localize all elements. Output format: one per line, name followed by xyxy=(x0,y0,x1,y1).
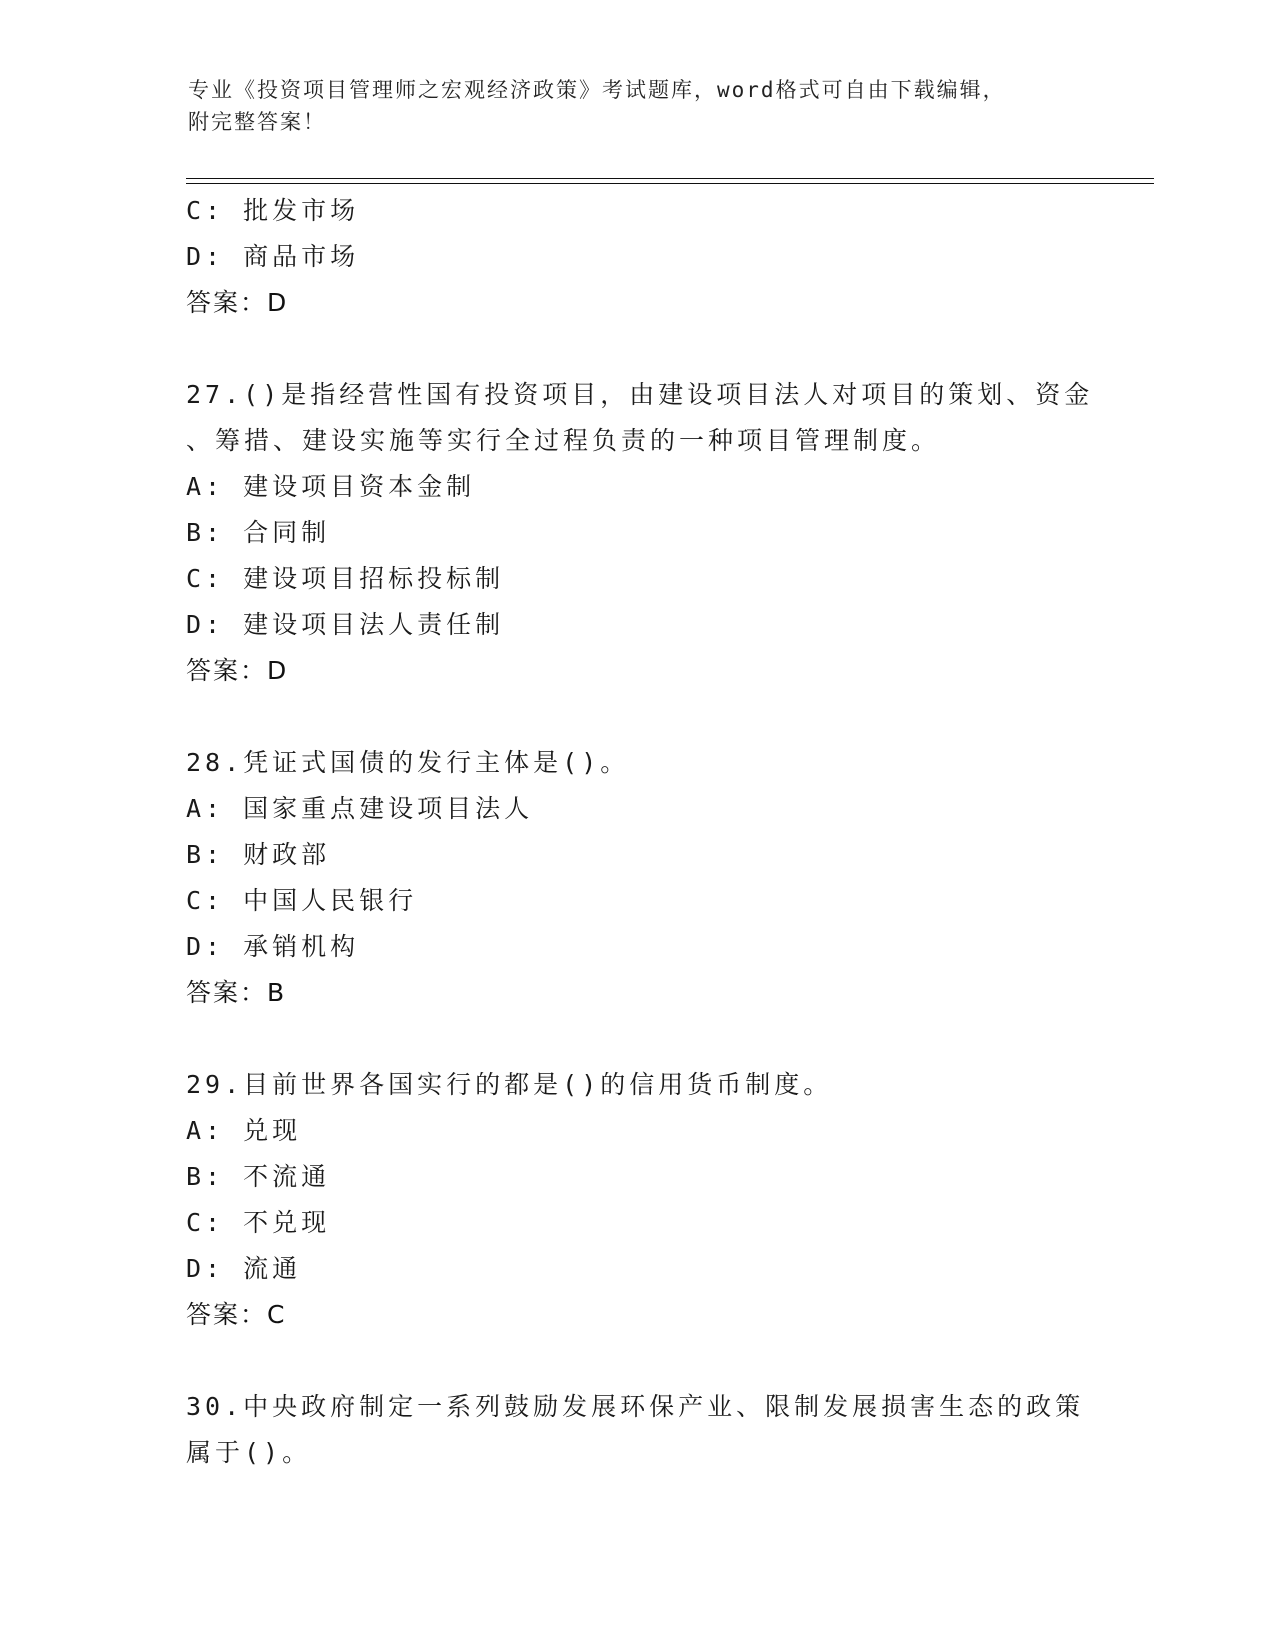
question-30 xyxy=(186,1384,1086,1476)
option-c: C: 中国人民银行 xyxy=(186,886,418,915)
question-list xyxy=(186,188,1094,1476)
document-header xyxy=(188,74,1088,138)
question-stem: 属于()。 xyxy=(186,1438,312,1467)
spacer xyxy=(186,326,1086,372)
question-stem: 30.中央政府制定一系列鼓励发展环保产业、限制发展损害生态的政策 xyxy=(186,1392,1085,1421)
question-29 xyxy=(186,1062,1086,1338)
option-b: B: 不流通 xyxy=(186,1162,331,1191)
option-c: C: 批发市场 xyxy=(186,196,360,225)
option-a: A: 国家重点建设项目法人 xyxy=(186,794,534,823)
header-divider-bottom xyxy=(186,183,1154,184)
option-b: B: 合同制 xyxy=(186,518,331,547)
option-a: A: 兑现 xyxy=(186,1116,302,1145)
option-d: D: 流通 xyxy=(186,1254,302,1283)
answer-line: 答案：D xyxy=(186,656,289,685)
option-d: D: 商品市场 xyxy=(186,242,360,271)
option-c: C: 建设项目招标投标制 xyxy=(186,564,505,593)
option-d: D: 建设项目法人责任制 xyxy=(186,610,505,639)
question-stem: 28.凭证式国债的发行主体是()。 xyxy=(186,748,630,777)
option-c: C: 不兑现 xyxy=(186,1208,331,1237)
spacer xyxy=(186,1338,1086,1384)
question-stem: 27.()是指经营性国有投资项目，由建设项目法人对项目的策划、资金 xyxy=(186,380,1094,409)
spacer xyxy=(186,694,1086,740)
answer-line: 答案：B xyxy=(186,978,287,1007)
question-26-tail xyxy=(186,188,1086,326)
spacer xyxy=(186,1016,1086,1062)
question-stem: 、筹措、建设实施等实行全过程负责的一种项目管理制度。 xyxy=(186,426,941,455)
option-d: D: 承销机构 xyxy=(186,932,360,961)
question-28 xyxy=(186,740,1086,1016)
option-b: B: 财政部 xyxy=(186,840,331,869)
header-divider-top xyxy=(186,178,1154,179)
question-27 xyxy=(186,372,1094,694)
answer-line: 答案：D xyxy=(186,288,289,317)
header-line-1: 专业《投资项目管理师之宏观经济政策》考试题库，word格式可自由下载编辑， xyxy=(188,78,1006,102)
option-a: A: 建设项目资本金制 xyxy=(186,472,476,501)
answer-line: 答案：C xyxy=(186,1300,287,1329)
question-stem: 29.目前世界各国实行的都是()的信用货币制度。 xyxy=(186,1070,833,1099)
header-line-2: 附完整答案！ xyxy=(188,110,326,134)
